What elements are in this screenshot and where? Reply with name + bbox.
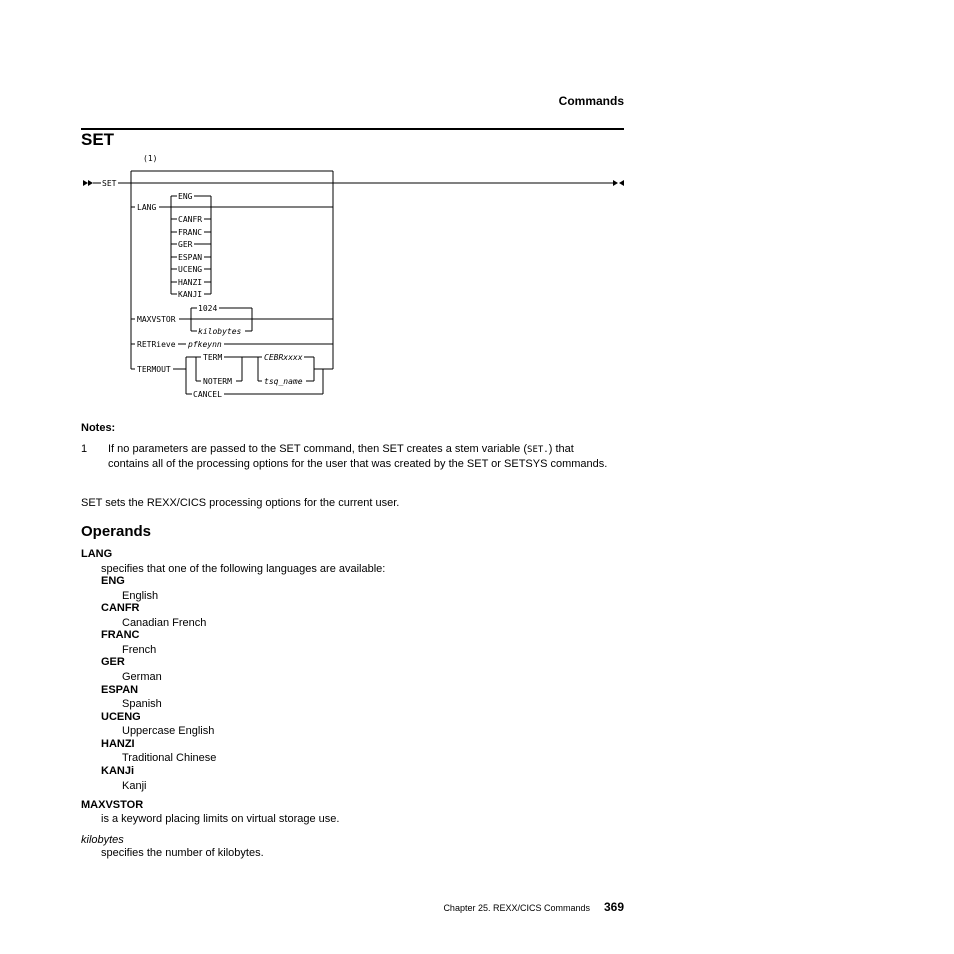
operand-lang-desc: specifies that one of the following languages are available: [101,563,386,575]
operand-kilobytes-desc: specifies the number of kilobytes. [101,847,264,859]
syntax-kilobytes: kilobytes [198,327,242,336]
syntax-diagram [0,0,954,420]
page-number: 369 [603,900,624,914]
intro-paragraph: SET sets the REXX/CICS processing options for the current user. [81,497,400,509]
operand-lang: LANG [81,548,113,560]
syntax-lang-option: GER [178,240,193,249]
section-title: SET [81,130,115,149]
notes-heading: Notes: [81,422,116,434]
syntax-cancel: CANCEL [193,390,222,399]
language-term: HANZI [101,738,135,750]
syntax-lang-option: KANJI [178,290,203,299]
footer-chapter: Chapter 25. REXX/CICS Commands [443,903,590,913]
language-term: UCENG [101,711,141,723]
operand-kilobytes: kilobytes [81,834,124,846]
syntax-termout: TERMOUT [137,365,171,374]
language-desc: Uppercase English [122,725,215,737]
operand-maxvstor: MAXVSTOR [81,799,144,811]
syntax-tsq-name: tsq_name [264,377,303,386]
language-desc: French [122,644,157,656]
stem-variable-code: SET. [527,445,549,455]
language-term: FRANC [101,629,140,641]
note-number: 1 [81,443,88,455]
syntax-noterm: NOTERM [203,377,232,386]
note-text: If no parameters are passed to the SET command, then SET creates a stem variable (SET.) that contains all of the processing options for the user that was created by the SET or SETSYS commands. [108,443,608,470]
syntax-lang-option: FRANC [178,228,203,237]
language-term: KANJi [101,765,135,777]
footnote-ref: (1) [143,154,158,163]
language-desc: Traditional Chinese [122,752,217,764]
language-desc: Spanish [122,698,162,710]
syntax-lang-option: CANFR [178,215,203,224]
operands-heading: Operands [81,523,152,540]
syntax-lang-option: UCENG [178,265,203,274]
language-desc: German [122,671,162,683]
language-desc: English [122,590,159,602]
syntax-lang: LANG [137,203,157,212]
syntax-lang-option: HANZI [178,278,203,287]
syntax-retrieve: RETRieve [137,340,176,349]
operand-maxvstor-desc: is a keyword placing limits on virtual storage use. [101,813,340,825]
language-term: ESPAN [101,684,139,696]
end-marker-icon [613,180,624,186]
language-term: CANFR [101,602,140,614]
syntax-command: SET [102,179,117,188]
language-desc: Canadian French [122,617,207,629]
syntax-lang-option: ENG [178,192,193,201]
syntax-pfkeynn: pfkeynn [188,340,222,349]
syntax-cebr: CEBRxxxx [264,353,303,362]
syntax-maxvstor-default: 1024 [198,304,218,313]
running-header: Commands [558,94,624,108]
language-term: ENG [101,575,125,587]
syntax-term: TERM [203,353,223,362]
start-marker-icon [83,180,93,186]
syntax-maxvstor: MAXVSTOR [137,315,176,324]
language-term: GER [101,656,125,668]
syntax-lang-option: ESPAN [178,253,203,262]
language-desc: Kanji [122,780,147,792]
